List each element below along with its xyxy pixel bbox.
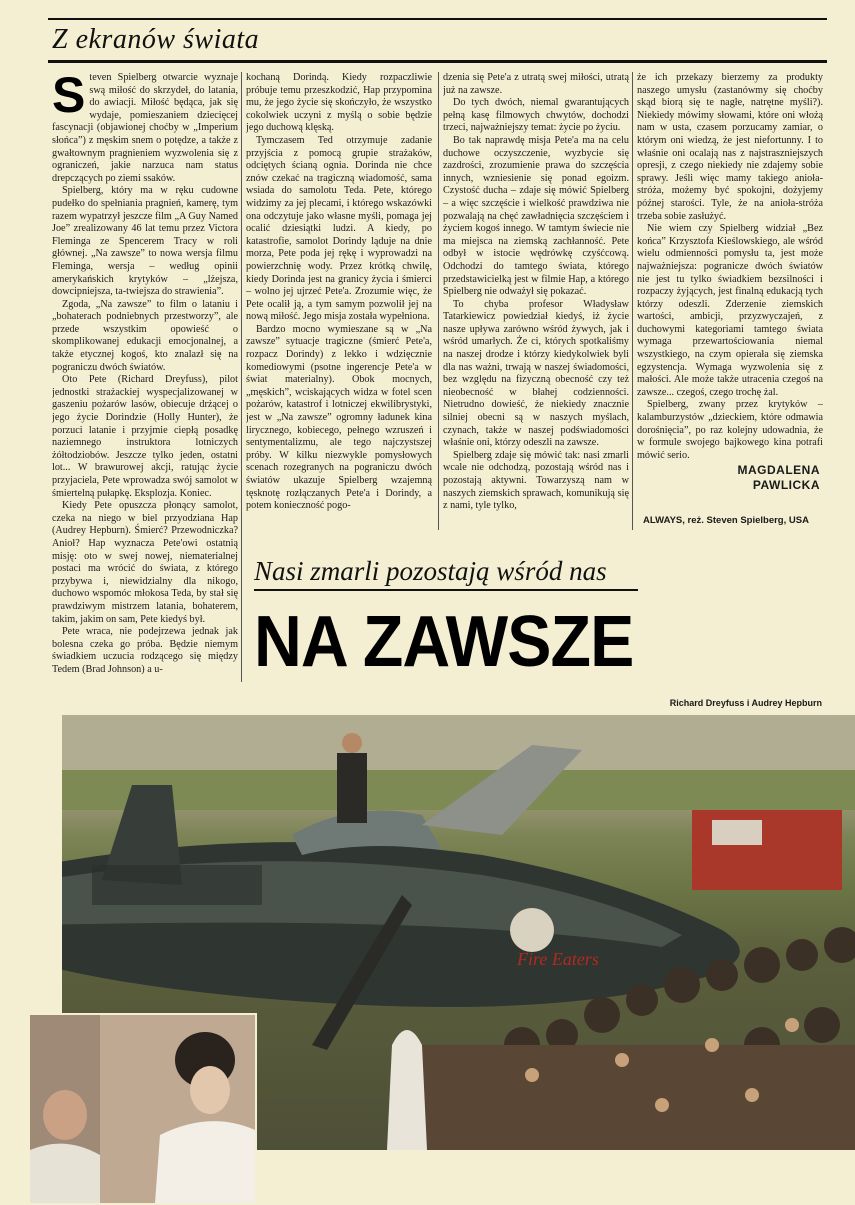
film-credits: ALWAYS, reż. Steven Spielberg, USA <box>643 515 809 526</box>
article-column-4 <box>637 72 823 472</box>
article-paragraph: Spielberg, zwany przez krytyków – kalamburzystów „dzieckiem, które odmawia dorośnięcia”, po raz kolejny udowadnia, że w formule swojego bajkowego kina potrafi mówić serio. <box>637 399 823 461</box>
photo-caption: Richard Dreyfuss i Audrey Hepburn <box>669 698 822 708</box>
article-paragraph: Zgoda, „Na zawsze” to film o lataniu i „bohaterach podniebnych przestworzy”, ale przede wszystkim opowieść o skomplikowanej edukacji emocjonalnej, a także etycznej kogoś, kto znalazł się na pograniczu dwóch światów. <box>52 298 238 373</box>
column-divider <box>438 72 439 530</box>
article-paragraph: Kiedy Pete opuszcza płonący samolot, czeka na niego w biel przyodziana Hap (Audrey Hepburn). Śmierć? Przewodniczka? Anioł? Hap wyznacza Pete'owi ostatnią misję: oto w swej nowej, niematerialnej postaci ma wrócić do świata, z którego przybywa i, niewidzialny dla nikogo, duchowo wspomóc młokosa Teda, by stał się prawdziwym mistrzem latania, bohaterem, takim, jakim on sam, Pete kiedyś był. <box>52 500 238 625</box>
drop-cap: S <box>52 72 86 123</box>
column-divider <box>241 72 242 682</box>
article-column-2 <box>246 72 432 530</box>
section-title: Z ekranów świata <box>52 24 260 55</box>
article-paragraph: Oto Pete (Richard Dreyfuss), pilot jednostki strażackiej wyspecjalizowanej w gaszeniu pożarów lasów, obiecuje drżącej o jego życie Dorindzie (Holly Hunter), że porzuci latanie i przyjmie ciepłą posadkę naziemnego instruktora lotniczych żółtodziobów. Jeszcze tylko jeden, ostatni lot... W brawurowej akcji, ratując życie przyjaciela, Pete wprowadza swój samolot w śmiertelną pułapkę. Eksplozja. Koniec. <box>52 374 238 499</box>
article-column-3 <box>443 72 629 530</box>
kicker-underline <box>254 589 638 591</box>
article-paragraph: Bardzo mocno wymieszane są w „Na zawsze” sytuacje tragiczne (śmierć Pete'a, rozpacz Dorindy) z lekko i wdzięcznie komediowymi (psotne ingerencje Pete'a w świat materialny). Obok mocnych, „męskich”, wciskających widza w fotel scen pożarów, katastrof i lotniczej ekwilibrystyki, jest w „Na zawsze” ogromny ładunek kina lirycznego, kobiecego, pełnego wzruszeń i sentymentalizmu, ale tego najczystszej próby. W kilku niezwykle pomysłowych scenach rozegranych na pograniczu dwóch światów ukazuje Spielberg wzajemną tęsknotę rozłączanych Pete'a i Dorindy, a potem konieczność pogo- <box>246 323 432 512</box>
article-paragraph: dzenia się Pete'a z utratą swej miłości, utratą już na zawsze. <box>443 72 629 96</box>
article-paragraph: Steven Spielberg otwarcie wyznaje swą miłość do skrzydeł, do latania, do awiacji. Miłość będąca, jak się wydaje, pomieszaniem dziecięcej fascynacji (objawionej choćby w „Imperium słońca”) z męskim snem o potędze, a także z gwałtownym pragnieniem wyzwolenia się z ograniczeń, jakie narzuca nam status drepczących po ziemi ssaków. <box>52 72 238 184</box>
article-paragraph: Spielberg zdaje się mówić tak: nasi zmarli wcale nie odchodzą, pozostają wśród nas i pozostają aktywni. Towarzyszą nam w naszych ziemskich sprawach, komunikują się z nami, tyle tylko, <box>443 449 629 512</box>
film-still-actors <box>28 1013 257 1205</box>
plane-nose-text: Fire Eaters <box>517 949 599 969</box>
author-first-name: MAGDALENA <box>737 463 820 477</box>
article-paragraph: Bo tak naprawdę misja Pete'a ma na celu duchowe oczyszczenie, wyzbycie się zazdrości, zrozumienie prawa do szczęścia innych, wzniesienie się ponad egoizm. Czystość ducha – zdaje się mówić Spielberg – a więc szczęście i wielkość prawdziwa nie pozwalają na chęć zawładnięcia szczęściem i życiem kogoś innego. W tamtym świecie nie ma miejsca na ziemską zachłanność. Pete odbył w istocie wędrówkę czyśćcową. Odchodzi do tamtego świata, którego przedstawicielką jest w filmie Hap, a którego Spielberg nie odważył się pokazać. <box>443 134 629 298</box>
article-column-1 <box>52 72 238 692</box>
article-paragraph: Do tych dwóch, niemal gwarantujących pełną kasę filmowych chwytów, dochodzi trzeci, najważniejszy temat: życie po życiu. <box>443 97 629 134</box>
article-paragraph: Tymczasem Ted otrzymuje zadanie przyjścia z pomocą grupie strażaków, odciętych ścianą ognia. Dorinda nie chce znów czekać na tragiczną wiadomość, sama wsiada do samolotu Teda. Pete, którego widzimy za jej plecami, i którego wskazówki ona odczytuje jako własne myśli, pomaga jej ocalić dziesiątki ludzi. A kiedy, po katastrofie, samolot Dorindy ląduje na dnie morza, Pete poda jej rękę i wyprowadzi na powierzchnię wody. Przez krótką chwilę, kiedy Dorinda jest na granicy życia i śmierci – wolno jej ujrzeć Pete'a. Zrozumie więc, że Pete ocalił ją, a tym samym pozwolił jej na nową miłość. Jego misja została wypełniona. <box>246 134 432 323</box>
article-paragraph: Nie wiem czy Spielberg widział „Bez końca” Krzysztofa Kieślowskiego, ale wśród wielu odmienności pomysłu ta, jest może najważniejsza: pogranicze dwóch światów nie jest tu tylko świadkiem bezsilności i rozpaczy żyjących, jest finalną edukacją tych którzy odeszli. Zderzenie ziemskich wartości, ambicji, przyzwyczajeń, z duchowymi kategoriami tamtego świata wymaga przewartościowania niemal wszystkiego, na czym opierała się ziemska egzystencja. Wymaga wyzwolenia się z małości. Ale może także utracenia czegoś na zawsze... czegoś, czego trochę żal. <box>637 223 823 398</box>
section-rule <box>48 60 827 63</box>
column-divider <box>632 72 633 530</box>
top-rule <box>48 18 827 20</box>
headline-kicker: Nasi zmarli pozostają wśród nas <box>254 556 607 586</box>
headline-title: NA ZAWSZE <box>254 602 634 682</box>
article-paragraph: Spielberg, który ma w ręku cudowne pudełko do spełniania pragnień, kamerę, tym razem wypatrzył jeszcze film „A Guy Named Joe” zrealizowany 46 lat temu przez Victora Fleminga ze Spencerem Tracy w roli głównej. „Na zawsze” to nowa wersja filmu Fleminga, wersja – według opinii amerykańskich krytyków – „lżejsza, dowcipniejsza, ta-twiejsza do strawienia”. <box>52 185 238 298</box>
article-paragraph: kochaną Dorindą. Kiedy rozpaczliwie próbuje temu przeszkodzić, Hap przypomina mu, że jego życie się skończyło, że wszystko cokolwiek uczyni z myślą o sobie będzie jego duchową klęską. <box>246 72 432 134</box>
article-paragraph: To chyba profesor Władysław Tatarkiewicz powiedział kiedyś, iż życie nasze upływa zarówno wśród żywych, jak i wśród umarłych. Że ci, których spotkaliśmy na naszej drodze i którzy kiedykolwiek byli dla nas ważni, trwają w naszej świadomości, bez względu na fizyczną obecność czy też nieobecność w błahej codzienności. Nietrudno dowieść, że niekiedy znacznie silniej obecni są w naszych myślach, czynach, także w naszej podświadomości właśnie oni, którzy odeszli na zawsze. <box>443 298 629 449</box>
article-paragraph: Pete wraca, nie podejrzewa jednak jak bolesna czeka go próba. Będzie niemym świadkiem uczucia rodzącego się między Tedem (Brad Johnson) a u- <box>52 626 238 675</box>
article-paragraph: że ich przekazy bierzemy za produkty naszego umysłu (zastanówmy się choćby skąd biorą się te nagłe, natrętne myśli?). Niekiedy mówimy słowami, które oni włożą nam w usta, czasem porzucamy zamiar, o którym oni wiedzą, że jest niefortunny. I to właśnie oni ocalają nas z najstraszniejszych opresji, z czego niekiedy nie zdajemy sobie sprawy. Jeśli więc mamy takiego anioła-stróża, możemy być spokojni, dożyjemy późnej starości. Tyle, że na anioła-stróża trzeba sobie zasłużyć. <box>637 72 823 222</box>
actors-illustration <box>30 1015 255 1203</box>
author-last-name: PAWLICKA <box>752 478 820 492</box>
